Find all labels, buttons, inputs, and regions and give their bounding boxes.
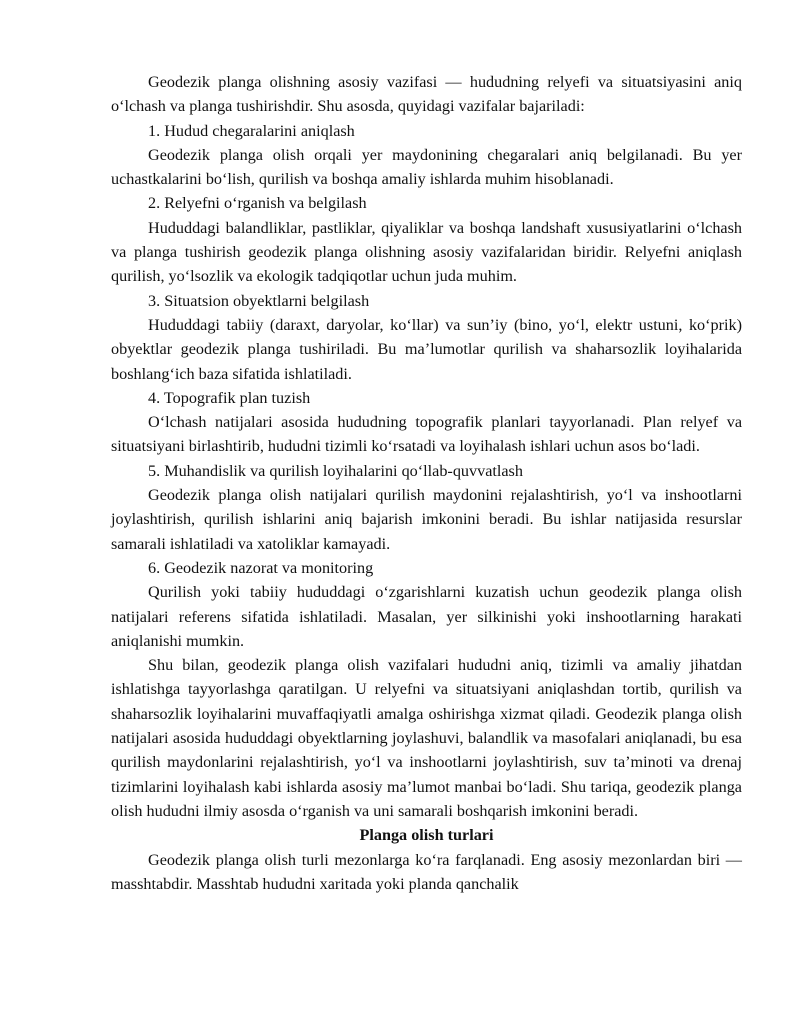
task-paragraph-4: O‘lchash natijalari asosida hududning topografik planlari tayyorlanadi. Plan relyef va situatsiyani birlashtirib, hududni tizimli ko‘rsatadi va loyihalash ishlari uchun asos bo‘ladi. (111, 413, 742, 456)
task-paragraph-5: Geodezik planga olish natijalari qurilish maydonini rejalashtirish, yo‘l va inshootlarni joylashtirish, qurilish ishlarini aniq bajarish imkonini beradi. Bu ishlar natijasida resurslar samarali ishlatiladi va xatoliklar kamayadi. (111, 486, 742, 553)
task-heading-6: 6. Geodezik nazorat va monitoring (148, 558, 374, 577)
task-paragraph-1: Geodezik planga olish orqali yer maydonining chegaralari aniq belgilanadi. Bu yer uchastkalarini bo‘lish, qurilish va boshqa amaliy ishlarda muhim hisoblanadi. (111, 145, 742, 189)
task-heading-1: 1. Hudud chegaralarini aniqlash (148, 121, 355, 140)
task-paragraph-2: Hududdagi balandliklar, pastliklar, qiyaliklar va boshqa landshaft xususiyatlarini o‘lchash va planga tushirish geodezik planga olishning asosiy vazifalaridan biridir. Relyefni aniqlash qurilish, yo‘lsozlik va ekologik tadqiqotlar uchun juda muhim. (111, 218, 742, 286)
intro-paragraph: Geodezik planga olishning asosiy vazifasi — hududning relyefi va situatsiyasini aniq o‘lchash va planga tushirishdir. Shu asosda, quyidagi vazifalar bajariladi: (111, 73, 742, 116)
task-paragraph-6: Qurilish yoki tabiiy hududdagi o‘zgarishlarni kuzatish uchun geodezik planga olish natijalari referens sifatida ishlatiladi. Masalan, yer silkinishi yoki inshootlarning harakati aniqlanishi mumkin. (111, 583, 742, 650)
task-heading-2: 2. Relyefni o‘rganish va belgilash (148, 194, 367, 213)
task-paragraph-3: Hududdagi tabiiy (daraxt, daryolar, ko‘llar) va sun’iy (bino, yo‘l, elektr ustuni, ko‘prik) obyektlar geodezik planga tushiriladi. Bu ma’lumotlar qurilish va shaharsozlik loyihalarida boshlang‘ich baza sifatida ishlatiladi. (111, 315, 742, 383)
closing-paragraph: Geodezik planga olish turli mezonlarga ko‘ra farqlanadi. Eng asosiy mezonlardan biri — masshtabdir. Masshtab hududni xaritada yoki planda qanchalik (111, 850, 742, 893)
task-heading-5: 5. Muhandislik va qurilish loyihalarini qo‘llab-quvvatlash (148, 461, 523, 480)
section-title: Planga olish turlari (359, 826, 494, 845)
task-heading-4: 4. Topografik plan tuzish (148, 388, 311, 407)
summary-paragraph: Shu bilan, geodezik planga olish vazifalari hududni aniq, tizimli va amaliy jihatdan ishlatishga tayyorlashga qaratilgan. U relyefni va situatsiyani aniqlashdan tortib, qurilish va shaharsozlik loyihalarini muvaffaqiyatli amalga oshirishga xizmat qiladi. Geodezik planga olish natijalari asosida hududdagi obyektlarning joylashuvi, balandlik va masofalari aniqlanadi, bu esa qurilish maydonlarini rejalashtirish, yo‘l va inshootlarni joylashtirish, suv ta’minoti va drenaj tizimlarini loyihalash kabi ishlarda asosiy ma’lumot manbai bo‘ladi. Shu tariqa, geodezik planga olish hududni ilmiy asosda o‘rganish va uni samarali boshqarish imkonini beradi. (111, 656, 742, 820)
document-page (111, 70, 742, 896)
task-heading-3: 3. Situatsion obyektlarni belgilash (148, 291, 370, 310)
